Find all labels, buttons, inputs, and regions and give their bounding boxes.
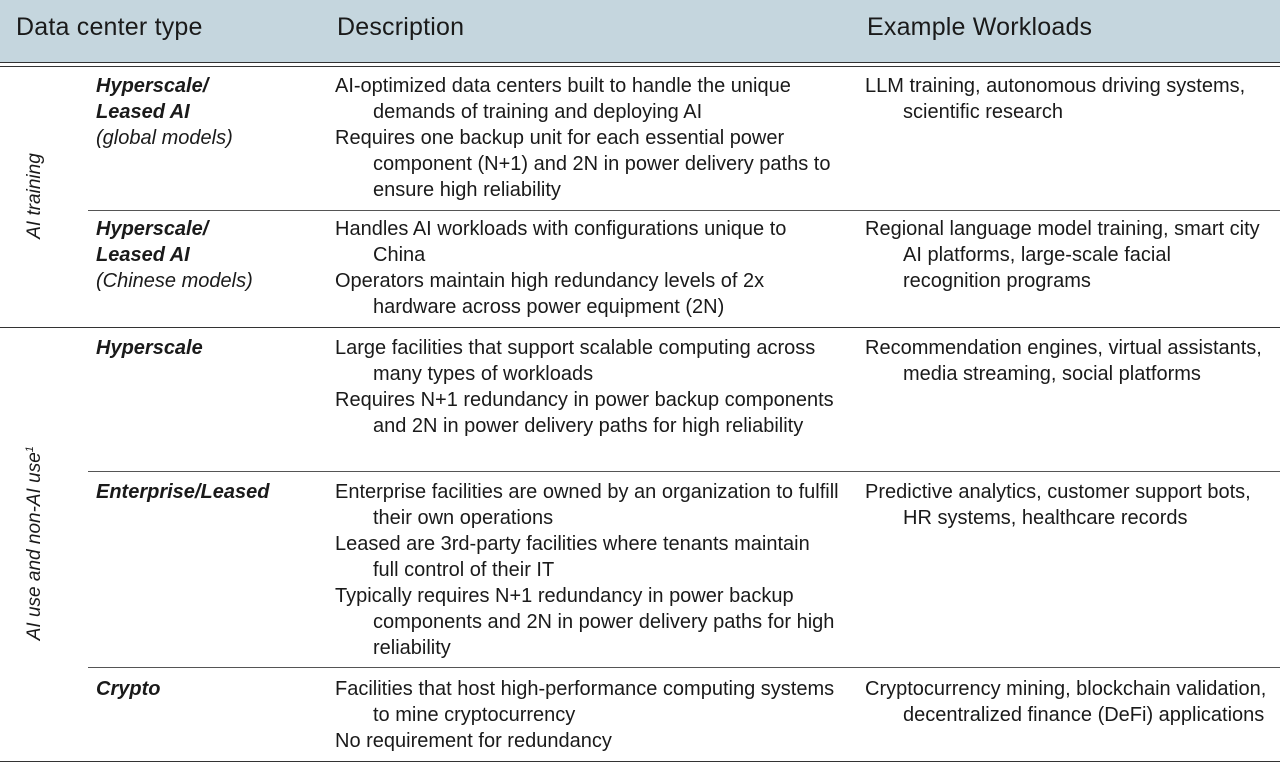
row-name-hyperscale-leased-ai-chinese bbox=[96, 216, 253, 294]
description-item: Enterprise facilities are owned by an organization to fulfill their own operations bbox=[335, 481, 839, 529]
row-name-line2: Leased AI bbox=[96, 244, 190, 266]
description-item: Large facilities that support scalable computing across many types of workloads bbox=[335, 337, 816, 385]
row-divider bbox=[88, 471, 1280, 472]
row-workloads bbox=[865, 479, 1270, 531]
row-name-line1: Hyperscale/ bbox=[96, 75, 209, 97]
row-name-line1: Hyperscale/ bbox=[96, 218, 209, 240]
row-name-crypto bbox=[96, 676, 160, 702]
description-item: No requirement for redundancy bbox=[335, 730, 612, 752]
description-item: Facilities that host high-performance computing systems to mine cryptocurrency bbox=[335, 678, 835, 726]
rule-bottom bbox=[0, 761, 1280, 762]
workloads-text: Regional language model training, smart city AI platforms, large-scale facial recognition programs bbox=[865, 218, 1260, 292]
row-description bbox=[335, 335, 840, 439]
header-example-workloads: Example Workloads bbox=[867, 13, 1093, 41]
workloads-text: LLM training, autonomous driving systems, scientific research bbox=[865, 75, 1246, 123]
description-item: Typically requires N+1 redundancy in power backup components and 2N in power delivery paths for high reliability bbox=[335, 585, 835, 659]
row-workloads bbox=[865, 73, 1270, 125]
table-header bbox=[0, 0, 1280, 63]
group-label-ai-use bbox=[24, 393, 46, 693]
row-workloads bbox=[865, 676, 1270, 728]
row-name-line1: Hyperscale bbox=[96, 337, 203, 359]
row-subtitle: (Chinese models) bbox=[96, 270, 253, 292]
workloads-text: Recommendation engines, virtual assistants, media streaming, social platforms bbox=[865, 337, 1262, 385]
row-divider bbox=[88, 210, 1280, 211]
row-name-line1: Crypto bbox=[96, 678, 161, 700]
rule-top bbox=[0, 66, 1280, 67]
row-description bbox=[335, 216, 840, 320]
row-workloads bbox=[865, 335, 1270, 387]
row-description bbox=[335, 479, 840, 661]
row-subtitle: (global models) bbox=[96, 127, 233, 149]
row-description bbox=[335, 676, 840, 754]
workloads-text: Cryptocurrency mining, blockchain validation, decentralized finance (DeFi) applications bbox=[865, 678, 1267, 726]
description-item: Requires one backup unit for each essential power component (N+1) and 2N in power delivery paths to ensure high reliability bbox=[335, 127, 831, 201]
row-name-enterprise-leased bbox=[96, 479, 269, 505]
footnote-marker: 1 bbox=[23, 446, 36, 453]
description-item: Leased are 3rd-party facilities where tenants maintain full control of their IT bbox=[335, 533, 810, 581]
row-name-line1: Enterprise/Leased bbox=[96, 481, 270, 503]
row-description bbox=[335, 73, 840, 203]
description-item: AI-optimized data centers built to handle the unique demands of training and deploying AI bbox=[335, 75, 791, 123]
header-description: Description bbox=[337, 13, 465, 41]
row-name-hyperscale-leased-ai-global bbox=[96, 73, 233, 151]
row-name-line2: Leased AI bbox=[96, 101, 190, 123]
row-workloads bbox=[865, 216, 1270, 294]
group-divider bbox=[0, 327, 1280, 328]
workloads-text: Predictive analytics, customer support bots, HR systems, healthcare records bbox=[865, 481, 1251, 529]
row-divider bbox=[88, 667, 1280, 668]
description-item: Requires N+1 redundancy in power backup components and 2N in power delivery paths for high reliability bbox=[335, 389, 834, 437]
group-label-ai-use-text: AI use and non-AI use bbox=[24, 452, 46, 641]
description-item: Operators maintain high redundancy levels of 2x hardware across power equipment (2N) bbox=[335, 270, 765, 318]
description-item: Handles AI workloads with configurations unique to China bbox=[335, 218, 787, 266]
group-label-ai-training: AI training bbox=[24, 153, 45, 239]
header-data-center-type: Data center type bbox=[16, 13, 203, 41]
row-name-hyperscale bbox=[96, 335, 203, 361]
